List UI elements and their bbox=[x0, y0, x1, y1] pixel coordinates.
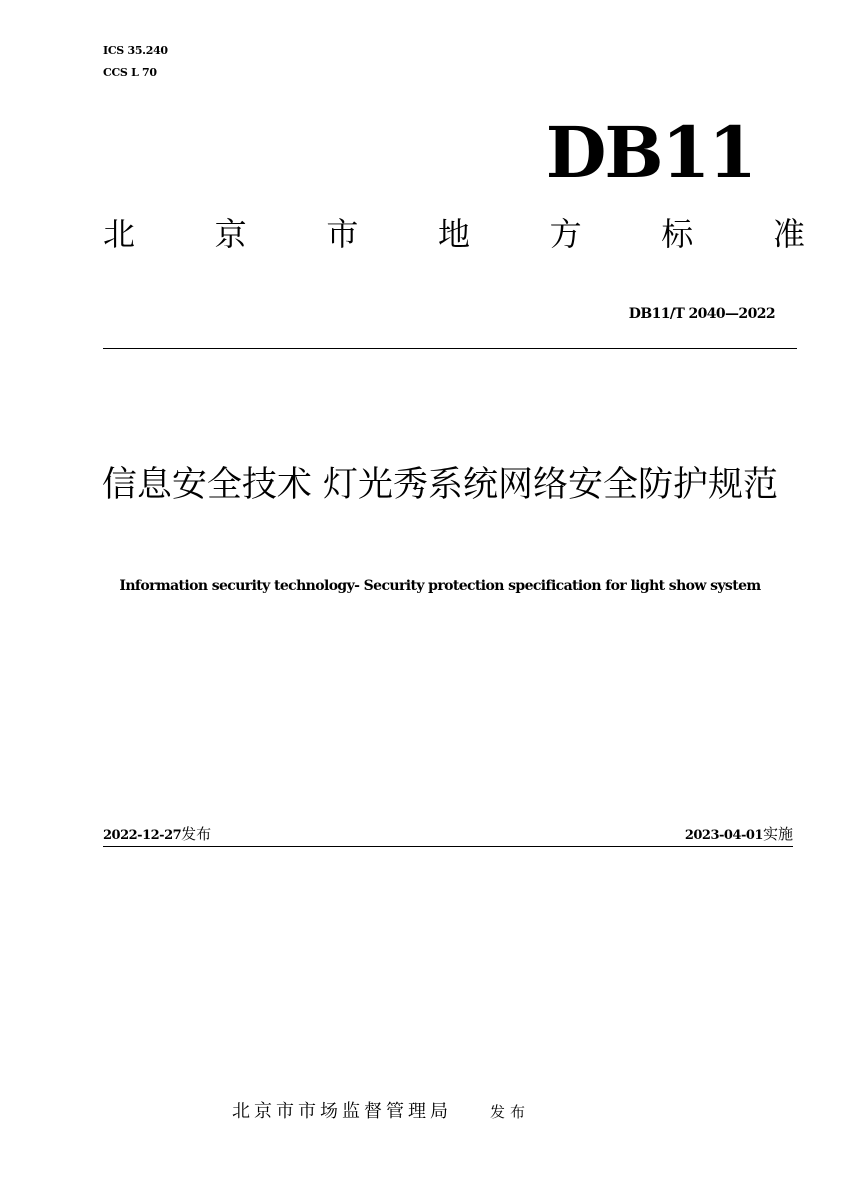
english-title: Information security technology- Security protection specification for light show system bbox=[119, 578, 761, 594]
issuer-line bbox=[232, 1097, 530, 1123]
release-date: 2022-12-27 bbox=[103, 828, 182, 843]
category-char: 准 bbox=[772, 215, 805, 253]
top-divider bbox=[103, 348, 797, 349]
ics-code: ICS 35.240 bbox=[103, 44, 168, 57]
standard-code: DB11 bbox=[545, 111, 755, 194]
category-char: 京 bbox=[214, 215, 247, 253]
issuer-name: 北京市市场监督管理局 bbox=[232, 1101, 452, 1122]
implement-date-block bbox=[685, 823, 793, 844]
category-char: 市 bbox=[326, 215, 359, 253]
category-char: 标 bbox=[661, 215, 694, 253]
issuer-suffix: 发布 bbox=[490, 1103, 531, 1121]
implement-label: 实施 bbox=[762, 825, 793, 843]
release-label: 发布 bbox=[181, 825, 212, 843]
bottom-divider bbox=[103, 846, 793, 847]
category-char: 方 bbox=[549, 215, 582, 253]
implement-date: 2023-04-01 bbox=[684, 828, 763, 843]
standard-number: DB11/T 2040—2022 bbox=[628, 306, 775, 322]
release-date-block bbox=[103, 823, 211, 844]
category-char: 北 bbox=[103, 215, 136, 253]
standard-category-title bbox=[103, 215, 805, 253]
category-char: 地 bbox=[437, 215, 470, 253]
chinese-title: 信息安全技术 灯光秀系统网络安全防护规范 bbox=[101, 465, 779, 505]
ccs-code: CCS L 70 bbox=[103, 66, 157, 79]
date-row bbox=[103, 823, 793, 844]
